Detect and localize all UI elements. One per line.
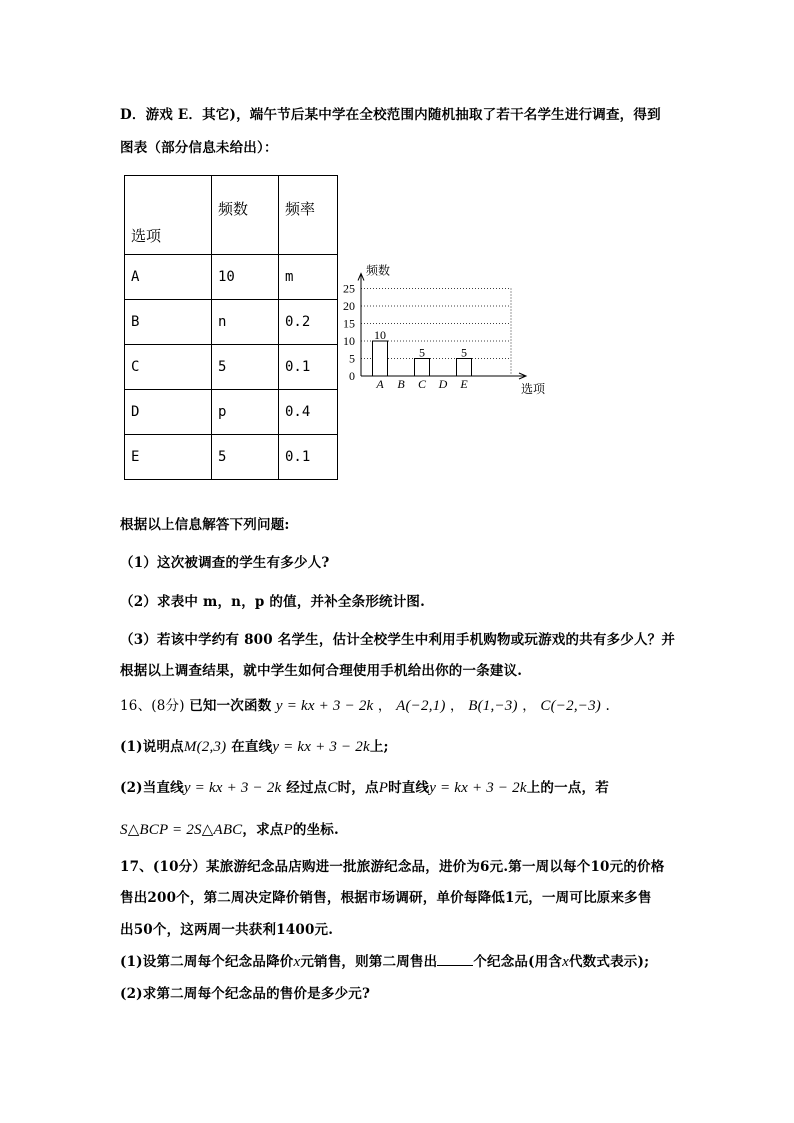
table-cell: p (212, 390, 279, 435)
q16-equation: y = kx + 3 − 2k (275, 698, 374, 714)
y-tick-label: 0 (349, 369, 355, 383)
table-header-row (125, 176, 338, 255)
table-cell: E (125, 435, 212, 480)
point-c: C(−2,−3) (540, 698, 601, 714)
q16-part-2-text: 时直线 (388, 780, 430, 796)
x-tick-label: C (417, 377, 427, 391)
q15-part-3-line-1: （3）若该中学约有 800 名学生，估计全校学生中利用手机购物或玩游戏的共有多少人？并 (120, 632, 676, 648)
q16-part-2-text: 经过点 (286, 780, 328, 796)
table-cell: 0.1 (279, 435, 338, 480)
data-label: 10 (374, 328, 386, 342)
bar (415, 359, 430, 377)
table-cell: 0.1 (279, 345, 338, 390)
table-cell: 0.4 (279, 390, 338, 435)
variable-x: x (562, 954, 569, 970)
q16-stem (120, 694, 610, 715)
variable-x: x (293, 954, 301, 970)
point-a: A(−2,1) (396, 698, 446, 714)
q16-part-2-text: 上的一点，若 (526, 780, 609, 796)
y-tick-label: 10 (343, 334, 355, 348)
bar (373, 341, 388, 376)
q16-part-2-text: 时，点 (337, 780, 379, 796)
q15-intro: 根据以上信息解答下列问题: (120, 517, 290, 533)
intro-line-1: D．游戏 E．其它)，端午节后某中学在全校范围内随机抽取了若干名学生进行调查，得到 (120, 107, 661, 123)
q17-part-1-text: 个纪念品(用含 (473, 954, 563, 970)
q16-part-2-text: ，求点 (242, 822, 284, 838)
table-cell: m (279, 255, 338, 300)
y-tick-label: 20 (343, 299, 355, 313)
table-cell: n (212, 300, 279, 345)
x-axis-title: 选项 (521, 382, 546, 396)
q15-part-1: （1）这次被调查的学生有多少人? (120, 555, 330, 571)
data-label: 5 (419, 345, 425, 360)
y-tick-label: 15 (343, 316, 355, 331)
x-tick-label: E (460, 377, 468, 391)
separator: ， (522, 698, 536, 714)
period: . (605, 698, 610, 714)
point-label-p: P (378, 780, 389, 796)
point-label-p: P (283, 822, 293, 838)
x-tick-label: D (438, 377, 448, 391)
q17-part-2: (2)求第二周每个纪念品的售价是多少元? (120, 986, 371, 1002)
q16-equation: y = kx + 3 − 2k (183, 780, 282, 796)
table-cell: D (125, 390, 212, 435)
q16-part-2-cont (120, 818, 339, 839)
table-cell: C (125, 345, 212, 390)
point-m: M(2,3) (183, 739, 227, 755)
q16-part-2 (120, 776, 609, 797)
bar-chart (334, 262, 546, 402)
separator: ， (450, 698, 464, 714)
table-row (125, 255, 338, 300)
q16-part-1 (120, 735, 389, 756)
header-option: 选项 (125, 176, 212, 255)
header-frequency: 频数 (212, 176, 279, 255)
point-label-c: C (327, 780, 338, 796)
x-tick-label: B (397, 377, 405, 391)
q16-part-1-text: 上; (369, 739, 389, 755)
q15-part-3-line-2: 根据以上调查结果，就中学生如何合理使用手机给出你的一条建议. (120, 663, 523, 679)
q16-equation: y = kx + 3 − 2k (272, 739, 370, 755)
header-rate: 频率 (279, 176, 338, 255)
q16-part-1-text: (1)说明点 (120, 739, 184, 755)
q17-part-1-text: 元销售，则第二周售出 (300, 954, 438, 970)
y-axis-title: 频数 (366, 263, 391, 278)
q16-part-1-text: 在直线 (231, 739, 273, 755)
table-row (125, 345, 338, 390)
y-tick-label: 5 (349, 351, 355, 366)
frequency-table (124, 175, 338, 480)
bar (457, 359, 472, 377)
q17-part-1 (120, 950, 649, 971)
table-cell: 5 (212, 345, 279, 390)
intro-line-2: 图表（部分信息未给出）： (120, 140, 278, 156)
question-number: 16、(8分) (120, 698, 185, 714)
q16-part-2-text: (2)当直线 (120, 780, 184, 796)
q16-equation: y = kx + 3 − 2k (429, 780, 527, 796)
y-tick-label: 25 (343, 281, 355, 296)
separator: ， (377, 698, 392, 714)
q17-line-2: 售出200个，第二周决定降价销售，根据市场调研，单价每降低1元，一周可比原来多售 (120, 890, 652, 906)
q17-part-1-text: 代数式表示); (568, 954, 650, 970)
table-cell: 10 (212, 255, 279, 300)
table-cell: 0.2 (279, 300, 338, 345)
area-equation: S△BCP = 2S△ABC (120, 822, 243, 838)
table-row (125, 390, 338, 435)
table-cell: 5 (212, 435, 279, 480)
point-b: B(1,−3) (468, 698, 518, 714)
q17-line-3: 出50个，这两周一共获利1400元. (120, 922, 334, 938)
q17-part-1-text: (1)设第二周每个纪念品降价 (120, 954, 294, 970)
q16-text: 已知一次函数 (189, 698, 272, 714)
table-row (125, 435, 338, 480)
data-label: 5 (461, 345, 467, 360)
table-cell: A (125, 255, 212, 300)
x-tick-label: A (376, 377, 384, 391)
q16-part-2-text: 的坐标. (292, 822, 339, 838)
q17-line-1: 17、(10分）某旅游纪念品店购进一批旅游纪念品，进价为6元.第一周以每个10元的价格 (120, 859, 665, 875)
q15-part-2: （2）求表中 m，n，p 的值，并补全条形统计图. (120, 594, 426, 610)
table-row (125, 300, 338, 345)
table-cell: B (125, 300, 212, 345)
answer-blank[interactable] (437, 953, 473, 966)
